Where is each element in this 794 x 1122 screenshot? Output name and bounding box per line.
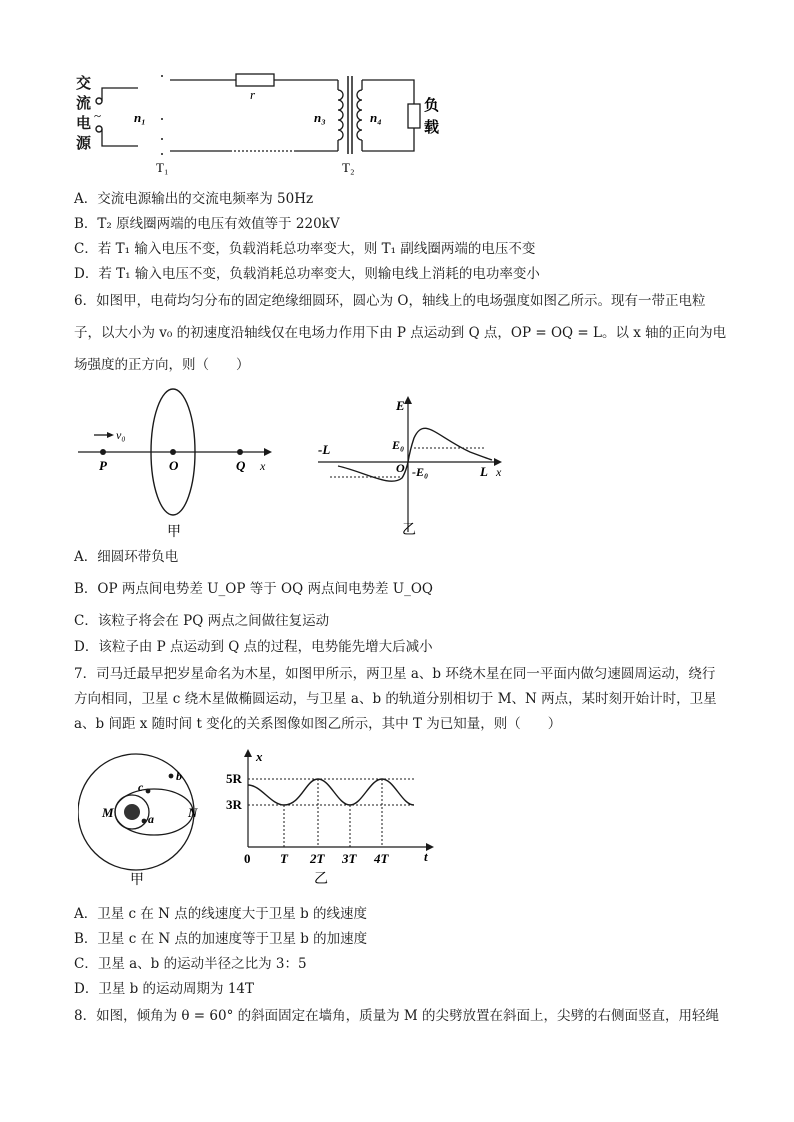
satellite-b-label: b [176, 769, 182, 783]
load-resistor [408, 104, 420, 128]
n4-label: n₄ [370, 110, 382, 125]
q7-figure-distance-graph [226, 745, 440, 890]
r-label: r [250, 87, 256, 102]
q5-option-b: B．T₂ 原线圈两端的电压有效值等于 220kV [74, 216, 340, 232]
q6-x-label: x [260, 459, 266, 473]
source-label-1: 交 [76, 76, 92, 92]
q6-option-d: D．该粒子由 P 点运动到 Q 点的过程，电势能先增大后减小 [74, 639, 433, 655]
q6-figure-ring [70, 388, 280, 548]
q6-caption-right: 乙 [402, 523, 416, 538]
q7-option-a: A．卫星 c 在 N 点的线速度大于卫星 b 的线速度 [74, 906, 368, 922]
q7-stem-2: 方向相同，卫星 c 绕木星做椭圆运动，与卫星 a、b 的轨道分别相切于 M、N 两点，某时刻开始计时，卫星 [74, 691, 717, 707]
q6-figure-field-graph [310, 392, 510, 544]
point-p-label: P [99, 458, 107, 473]
point-q-label: Q [236, 458, 246, 473]
point-m-label: M [102, 805, 114, 820]
q7-figure-orbits [78, 748, 218, 888]
load-label-1: 负 [424, 98, 440, 114]
q6-stem-1: 6．如图甲，电荷均匀分布的固定绝缘细圆环，圆心为 O，轴线上的电场强度如图乙所示。现有一带正电粒 [74, 293, 706, 309]
q5-option-d: D．若 T₁ 输入电压不变，负载消耗总功率变大，则输电线上消耗的电功率变小 [74, 266, 540, 282]
q6-l-label: L [480, 464, 488, 479]
q5-option-c: C．若 T₁ 输入电压不变，负载消耗总功率变大，则 T₁ 副线圈两端的电压不变 [74, 241, 536, 257]
distance-curve [248, 779, 414, 805]
load-label-2: 载 [424, 120, 440, 136]
q6-caption-left: 甲 [167, 525, 181, 540]
q7-stem-1: 7．司马迁最早把岁星命名为木星，如图甲所示，两卫星 a、b 环绕木星在同一平面内做匀速圆周运动，绕行 [74, 666, 716, 682]
q6-v0-label: v₀ [116, 428, 126, 442]
transformer-circuit-figure [70, 64, 450, 180]
q7-caption-left: 甲 [130, 873, 144, 888]
satellite-a-label: a [148, 812, 154, 826]
q6-neg-e0-label: -E₀ [412, 465, 429, 479]
ac-symbol: ~ [94, 108, 102, 123]
q7-tick-4t: 4T [374, 851, 389, 866]
q7-graph-x-label: x [256, 749, 263, 764]
t2-label: T₂ [342, 160, 355, 175]
q8-stem-1: 8．如图，倾角为 θ = 60° 的斜面固定在墙角，质量为 M 的尖劈放置在斜面上，尖劈的右侧面竖直，用轻绳 [74, 1008, 720, 1024]
satellite-c-label: c [138, 780, 144, 794]
n1-label: n₁ [134, 110, 146, 125]
point-o-label: O [169, 458, 179, 473]
jupiter-icon [124, 804, 140, 820]
q6-option-a: A．细圆环带负电 [74, 549, 179, 565]
q7-tick-2t: 2T [310, 851, 325, 866]
q7-option-d: D．卫星 b 的运动周期为 14T [74, 981, 255, 997]
q7-tick-3t: 3T [342, 851, 357, 866]
q7-y-3r-label: 3R [226, 797, 242, 812]
q7-tick-0: 0 [244, 851, 251, 866]
q6-option-c: C．该粒子将会在 PQ 两点之间做往复运动 [74, 613, 330, 629]
q6-graph-x-label: x [496, 465, 502, 479]
velocity-arrow-icon [107, 432, 114, 438]
q6-stem-3: 场强度的正方向，则（ ） [74, 357, 250, 373]
q6-option-b: B．OP 两点间电势差 U_OP 等于 OQ 两点间电势差 U_OQ [74, 581, 433, 597]
q7-graph-t-label: t [424, 849, 428, 864]
source-label-4: 源 [76, 136, 92, 152]
source-label-3: 电 [76, 116, 92, 132]
t2-secondary-coil [357, 90, 362, 140]
q6-stem-2: 子，以大小为 v₀ 的初速度沿轴线仅在电场力作用下由 P 点运动到 Q 点，OP = OQ = L。以 x 轴的正向为电 [74, 325, 727, 341]
q7-option-b: B．卫星 c 在 N 点的加速度等于卫星 b 的加速度 [74, 931, 368, 947]
q6-neg-l-label: -L [318, 442, 331, 457]
q6-e0-label: E₀ [392, 438, 405, 452]
n3-label: n₃ [314, 110, 326, 125]
t2-primary-coil [338, 90, 343, 140]
q7-option-c: C．卫星 a、b 的运动半径之比为 3：5 [74, 956, 307, 972]
t1-label: T₁ [156, 160, 169, 175]
resistor-r [236, 74, 274, 86]
source-label-2: 流 [76, 96, 92, 112]
q7-y-5r-label: 5R [226, 771, 242, 786]
q5-option-a: A．交流电源输出的交流电频率为 50Hz [74, 191, 314, 207]
point-n-label: N [188, 805, 198, 820]
q6-graph-e-label: E [396, 398, 405, 413]
q7-caption-right: 乙 [314, 872, 328, 887]
q6-graph-o-label: O [396, 461, 405, 475]
q7-tick-t: T [280, 851, 288, 866]
q7-stem-3: a、b 间距 x 随时间 t 变化的关系图像如图乙所示，其中 T 为已知量，则（ ） [74, 716, 562, 732]
